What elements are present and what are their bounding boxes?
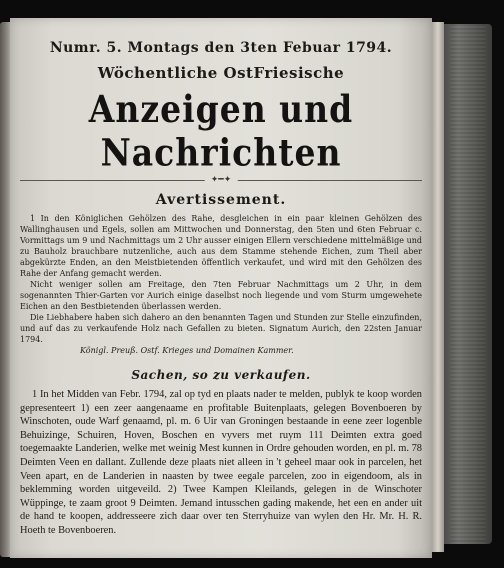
page-stack-edge — [432, 22, 444, 552]
avertissement-text — [20, 213, 422, 356]
paragraph: 1 In het Midden van Febr. 1794, zal op tyd en plaats nader te melden, publyk te koop worden gepresenteert 1) een zeer aangenaame en profitable Buitenplaats, gelegen Bovenboeren by Winschoten, oude Warf genaamd, pl. m. 6 Uir van Groningen bestaande in eene zeer logenble Behuizinge, Schuiren, Hoven, Boschen en vyvers met ruym 111 Deimten extra goed toegemaakte Landerien, welke met weinig Mest kunnen in Ordre gehouden worden, en pl. m. 78 Deimten Veen en dallant. Zullende deze plaats niet alleen in 't geheel maar ook in parcelen, het Veen apart, en de Landerien in naasten by twee eegale parcelen, zoo in eigendoom, als in beklemming worden uitgeveild. 2) Twee Kampen Kleilands, gelegen in de Winschoter Wüppinge, te zaam groot 9 Deimten. Jemand intusschen gading makende, het een en ander uit de hand te koopen, addresseere zich daar over ten Sterryhuize van wylen den Hr. Mr. H. R. Hoeth te Bovenboeren. — [20, 389, 422, 536]
book-spine — [444, 24, 492, 544]
paragraph: Die Liebhabere haben sich dahero an den benannten Tagen und Stunden zur Stelle einzufinden, und auf das zu verkaufende Holz nach Gefallen zu bieten. Signatum Aurich, den 22sten Januar 1794. — [20, 313, 422, 344]
divider-rule — [20, 175, 422, 185]
issue-line: Numr. 5. Montags den 3ten Febuar 1794. — [49, 40, 393, 56]
signature: Königl. Preuß. Ostf. Krieges und Domainen Kammer. — [80, 346, 294, 355]
paragraph: Nicht weniger sollen am Freitage, den 7ten Februar Nachmittags um 2 Uhr, in dem sogenannten Thier-Garten vor Aurich einige daselbst noch liegende und vom Sturm umgewehete Eichen an den Bestbietenden überlassen werden. — [20, 280, 422, 311]
left-page-edge — [0, 22, 10, 557]
section-heading-sachen: Sachen, so zu verkaufen. — [131, 368, 311, 382]
section-heading-avertissement: Avertissement. — [155, 192, 287, 208]
page — [10, 18, 432, 558]
newspaper-subtitle: Wöchentliche OstFriesische — [97, 64, 345, 82]
paragraph: 1 In den Königlichen Gehölzen des Rahe, desgleichen in ein paar kleinen Gehölzen des Wallinghausen und Egels, sollen am Mittwochen und Donnerstag, den 5ten und 6ten Februar c. Vormittags um 9 und Nachmittags um 2 Uhr ausser einigen Ellern verschiedene mittelmäßige und zu Bauholz brauchbare nutzenliche, auch aus dem Stamme stehende Eichen, zum Theil aber abgekürzte Enden, an den Meistbietenden öffentlich verkaufet, und wird mit den Gehölzen des Rahe der Anfang gemacht werden. — [20, 214, 422, 278]
rule-ornament-icon: ✦━✦ — [205, 175, 238, 185]
newspaper-title: Anzeigen und Nachrichten — [88, 87, 354, 175]
sachen-text — [20, 388, 422, 538]
page-content — [20, 40, 422, 538]
